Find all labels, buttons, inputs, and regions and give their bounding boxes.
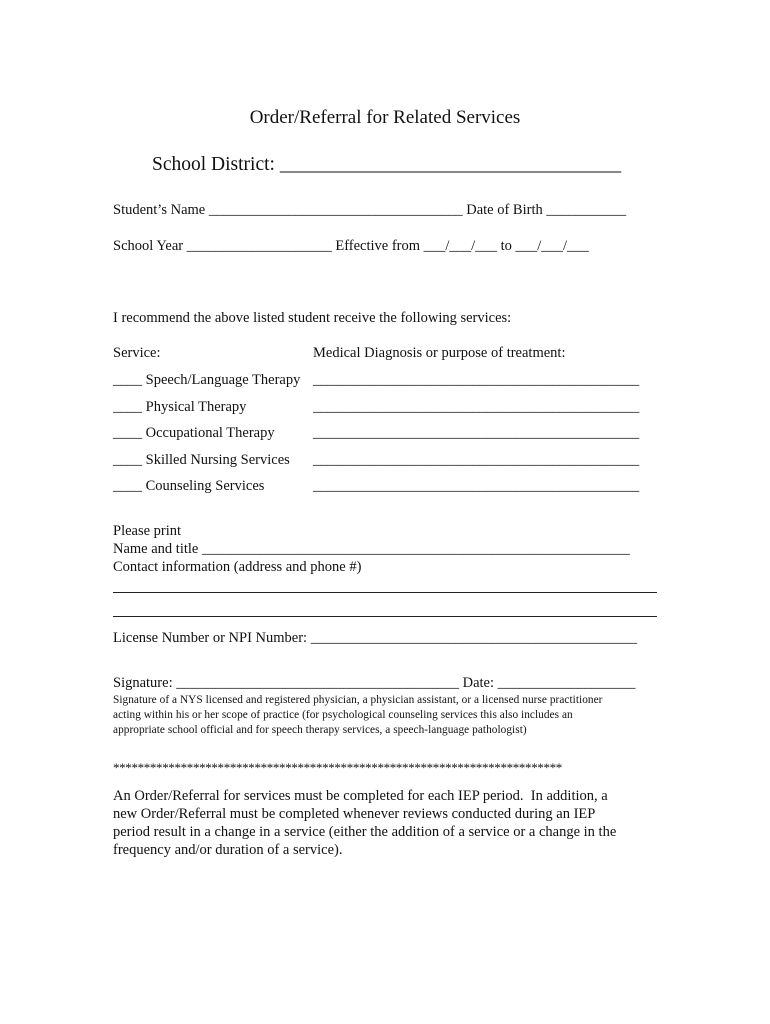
service-physical-therapy-checkbox[interactable]: ____ Physical Therapy xyxy=(113,399,247,415)
service-header: Service: xyxy=(113,345,161,361)
signature-date-field[interactable]: Signature: _______________________________________ Date: ___________________ xyxy=(113,675,636,691)
asterisk-divider: ************************************************************************* xyxy=(113,760,562,775)
service-skilled-nursing-checkbox[interactable]: ____ Skilled Nursing Services xyxy=(113,452,290,468)
please-print-label: Please print xyxy=(113,523,182,539)
page-title: Order/Referral for Related Services xyxy=(249,107,521,128)
service-counseling-checkbox[interactable]: ____ Counseling Services xyxy=(113,478,265,494)
signature-note-line-3: appropriate school official and for speech therapy services, a speech-language pathologist) xyxy=(113,724,527,736)
contact-info-label: Contact information (address and phone #) xyxy=(113,559,362,575)
name-title-field[interactable]: Name and title ___________________________________________________________ xyxy=(113,541,630,557)
skilled-nursing-diagnosis-field[interactable]: _____________________________________________ xyxy=(313,452,640,468)
footer-note-line-1: An Order/Referral for services must be completed for each IEP period. In addition, a xyxy=(113,788,608,804)
signature-note-line-1: Signature of a NYS licensed and registered physician, a physician assistant, or a licensed nurse practitioner xyxy=(113,694,603,706)
contact-info-line-1[interactable] xyxy=(113,592,657,593)
footer-note-line-4: frequency and/or duration of a service). xyxy=(113,842,343,858)
student-name-dob-field[interactable]: Student’s Name ___________________________________ Date of Birth ___________ xyxy=(113,202,627,218)
occupational-therapy-diagnosis-field[interactable]: _____________________________________________ xyxy=(313,425,640,441)
footer-note-line-3: period result in a change in a service (either the addition of a service or a change in the xyxy=(113,824,617,840)
speech-language-diagnosis-field[interactable]: _____________________________________________ xyxy=(313,372,640,388)
services-intro: I recommend the above listed student receive the following services: xyxy=(113,310,512,326)
signature-note-line-2: acting within his or her scope of practice (for psychological counseling services this also includes an xyxy=(113,709,573,721)
diagnosis-header: Medical Diagnosis or purpose of treatment: xyxy=(313,345,566,361)
school-district-field[interactable]: School District: ___________________________________ xyxy=(152,154,622,175)
contact-info-line-2[interactable] xyxy=(113,616,657,617)
school-year-effective-field[interactable]: School Year ____________________ Effective from ___/___/___ to ___/___/___ xyxy=(113,238,589,254)
physical-therapy-diagnosis-field[interactable]: _____________________________________________ xyxy=(313,399,640,415)
counseling-diagnosis-field[interactable]: _____________________________________________ xyxy=(313,478,640,494)
service-speech-language-checkbox[interactable]: ____ Speech/Language Therapy xyxy=(113,372,301,388)
license-npi-field[interactable]: License Number or NPI Number: _____________________________________________ xyxy=(113,630,637,646)
footer-note-line-2: new Order/Referral must be completed whenever reviews conducted during an IEP xyxy=(113,806,596,822)
service-occupational-therapy-checkbox[interactable]: ____ Occupational Therapy xyxy=(113,425,275,441)
